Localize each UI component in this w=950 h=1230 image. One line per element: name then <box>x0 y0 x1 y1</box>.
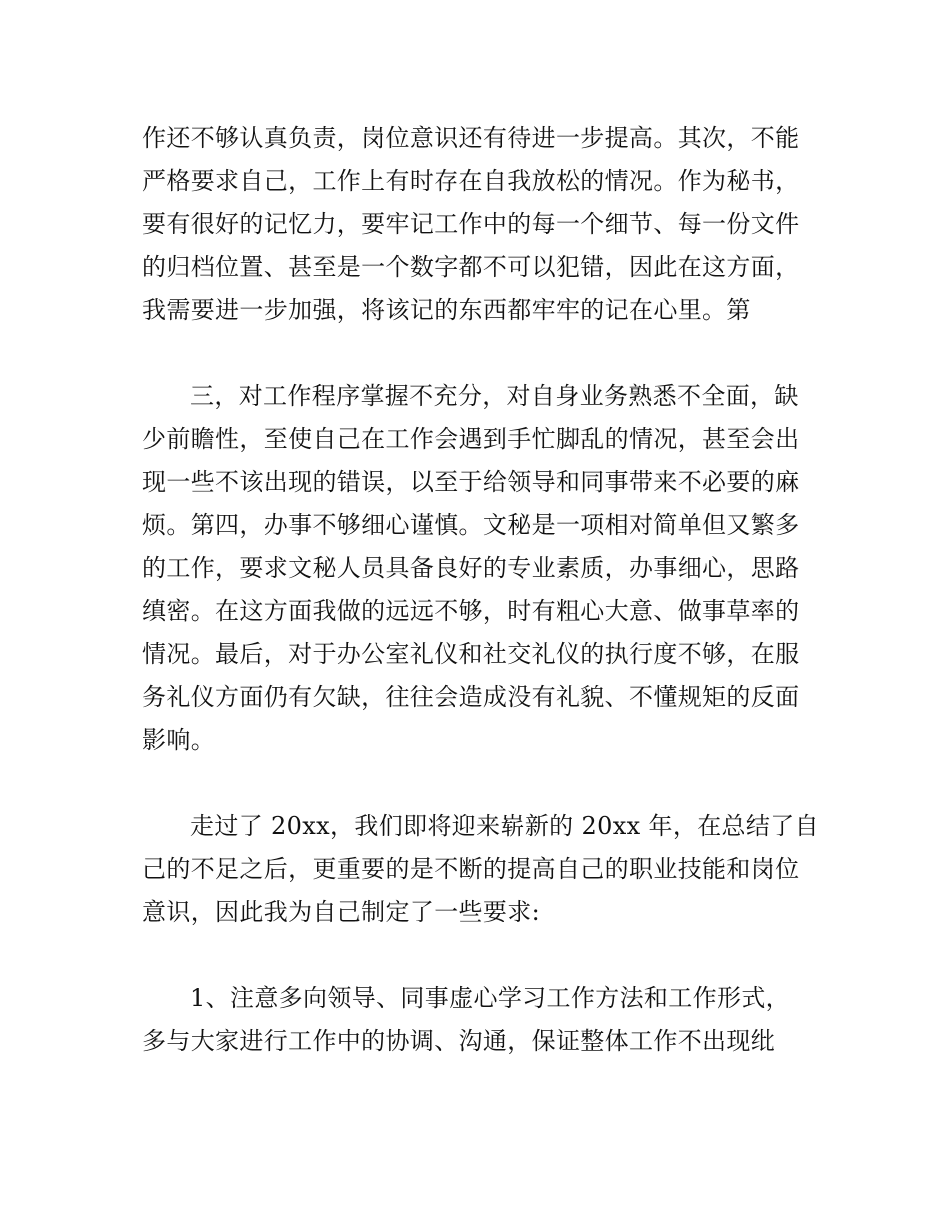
text-line: 严格要求自己，工作上有时存在自我放松的情况。作为秘书， <box>142 167 800 195</box>
text-line: 多与大家进行工作中的协调、沟通，保证整体工作不出现纰 <box>142 1027 776 1055</box>
text-line: 缜密。在这方面我做的远远不够，时有粗心大意、做事草率的 <box>142 597 800 625</box>
text-line: 现一些不该出现的错误，以至于给领导和同事带来不必要的麻 <box>142 468 800 496</box>
text-line: 己的不足之后，更重要的是不断的提高自己的职业技能和岗位 <box>142 855 800 883</box>
text-line: 意识，因此我为自己制定了一些要求: <box>142 898 541 926</box>
text-line: 1、注意多向领导、同事虚心学习工作方法和工作形式， <box>190 984 791 1012</box>
text-line: 的归档位置、甚至是一个数字都不可以犯错，因此在这方面， <box>142 253 800 281</box>
text-line: 烦。第四，办事不够细心谨慎。文秘是一项相对简单但又繁多 <box>142 511 800 539</box>
text-line: 少前瞻性，至使自己在工作会遇到手忙脚乱的情况，甚至会出 <box>142 425 800 453</box>
text-line: 三，对工作程序掌握不充分，对自身业务熟悉不全面，缺 <box>190 382 799 410</box>
text-line: 情况。最后，对于办公室礼仪和社交礼仪的执行度不够，在服 <box>142 640 800 668</box>
text-line: 影响。 <box>142 726 216 754</box>
text-line: 我需要进一步加强，将该记的东西都牢牢的记在心里。第 <box>142 296 751 324</box>
text-line: 务礼仪方面仍有欠缺，往往会造成没有礼貌、不懂规矩的反面 <box>142 683 800 711</box>
text-line: 要有很好的记忆力，要牢记工作中的每一个细节、每一份文件 <box>142 210 800 238</box>
text-line: 作还不够认真负责，岗位意识还有待进一步提高。其次，不能 <box>142 124 800 152</box>
text-line: 的工作，要求文秘人员具备良好的专业素质，办事细心，思路 <box>142 554 800 582</box>
text-line: 走过了 20xx，我们即将迎来崭新的 20xx 年，在总结了自 <box>190 812 819 840</box>
